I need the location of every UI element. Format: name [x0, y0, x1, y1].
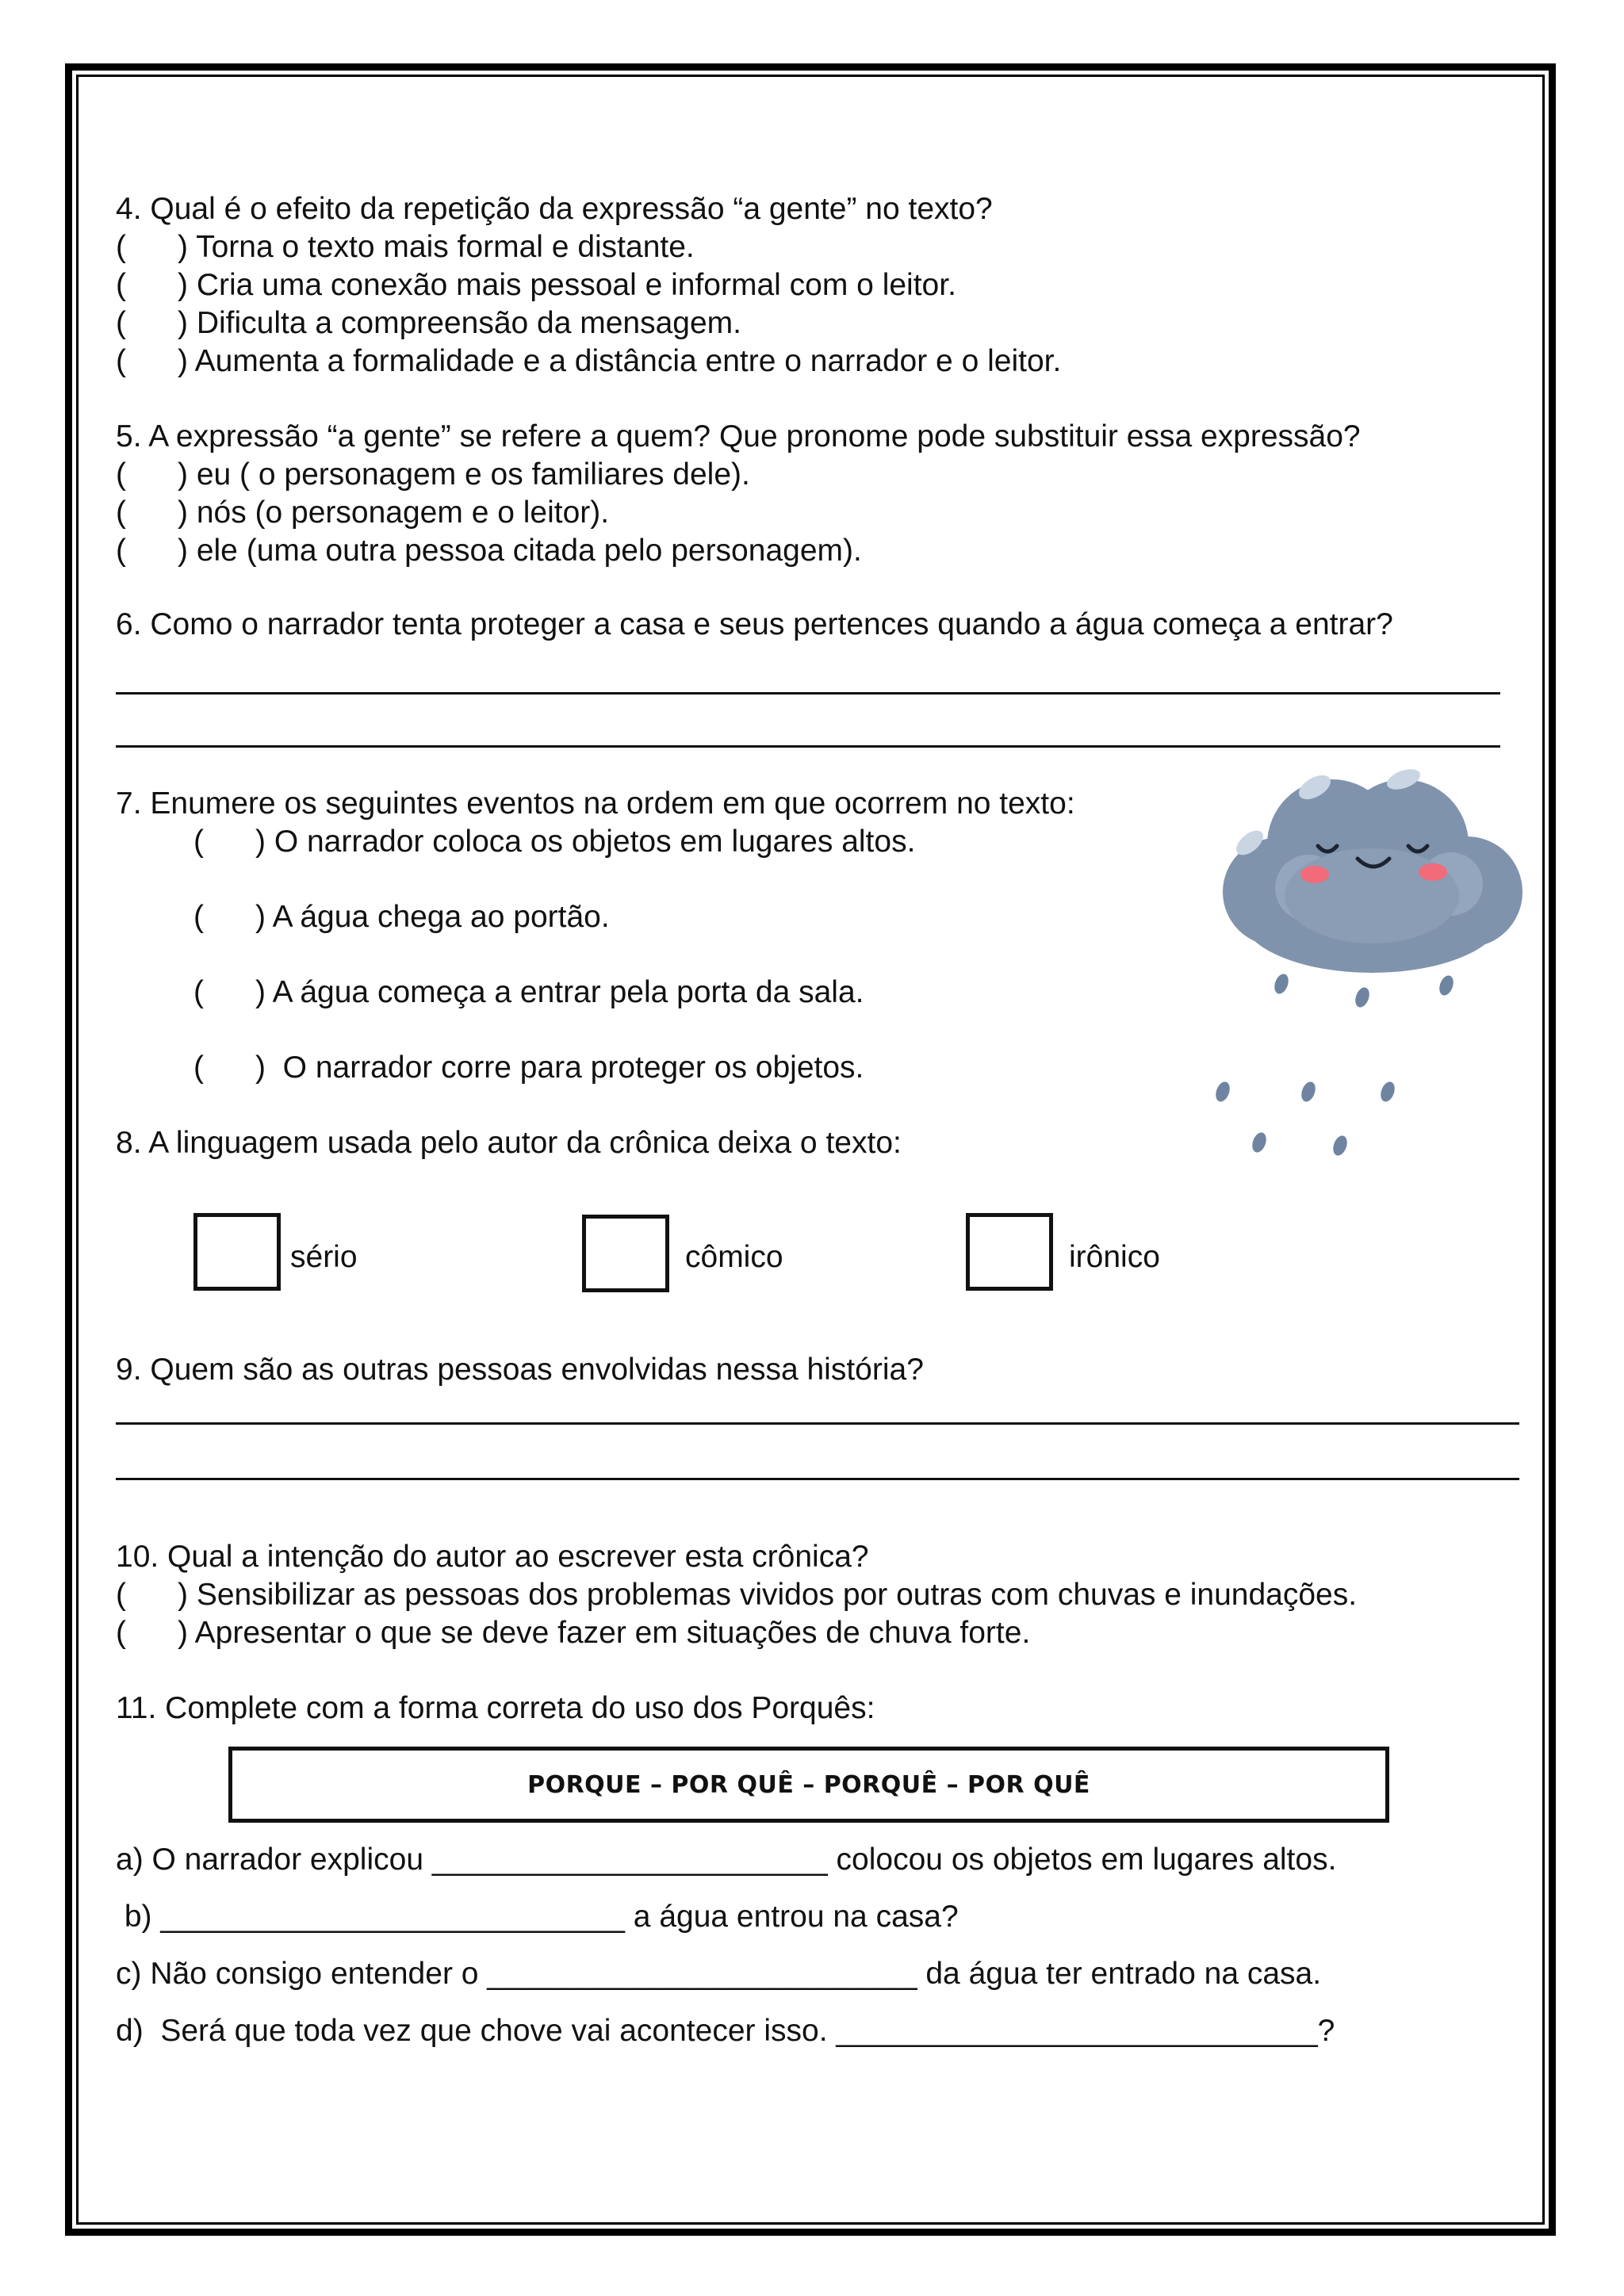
q6-answer-line-2[interactable]	[116, 745, 1500, 748]
q11-item-d[interactable]: d) Será que toda vez que chove vai acontecer isso. ____________________________?	[116, 2014, 1335, 2048]
smiling-rain-cloud-icon	[1213, 757, 1546, 1185]
q8-checkbox-comico[interactable]	[582, 1215, 669, 1292]
q11-question: 11. Complete com a forma correta do uso dos Porquês:	[116, 1691, 875, 1725]
q7-event-1[interactable]: ( ) O narrador coloca os objetos em lugares altos.	[193, 825, 916, 859]
q4-option-2[interactable]: ( ) Cria uma conexão mais pessoal e informal com o leitor.	[116, 268, 956, 302]
q8-label-comico: cômico	[685, 1240, 783, 1274]
q6-question: 6. Como o narrador tenta proteger a casa e seus pertences quando a água começa a entrar?	[116, 607, 1393, 641]
q4-option-3[interactable]: ( ) Dificulta a compreensão da mensagem.	[116, 306, 742, 340]
q5-option-1[interactable]: ( ) eu ( o personagem e os familiares dele).	[116, 457, 750, 492]
q11-word-bank-text: PORQUE – POR QUÊ – PORQUÊ – POR QUÊ	[527, 1770, 1090, 1799]
q7-event-3[interactable]: ( ) A água começa a entrar pela porta da sala.	[193, 975, 864, 1009]
q5-question: 5. A expressão “a gente” se refere a quem? Que pronome pode substituir essa expressão?	[116, 419, 1361, 453]
q6-answer-line-1[interactable]	[116, 692, 1500, 695]
q11-word-bank	[228, 1747, 1389, 1823]
q8-label-ironico: irônico	[1069, 1240, 1160, 1274]
q11-item-b[interactable]: b) ___________________________ a água entrou na casa?	[116, 1900, 959, 1934]
q11-item-a[interactable]: a) O narrador explicou _______________________ colocou os objetos em lugares altos.	[116, 1843, 1337, 1877]
q10-question: 10. Qual a intenção do autor ao escrever esta crônica?	[116, 1540, 869, 1574]
q10-option-1[interactable]: ( ) Sensibilizar as pessoas dos problemas vividos por outras com chuvas e inundações.	[116, 1578, 1358, 1612]
q4-question: 4. Qual é o efeito da repetição da expressão “a gente” no texto?	[116, 192, 993, 226]
q7-event-2[interactable]: ( ) A água chega ao portão.	[193, 900, 610, 934]
q4-option-1[interactable]: ( ) Torna o texto mais formal e distante.	[116, 230, 695, 264]
q8-question: 8. A linguagem usada pelo autor da crônica deixa o texto:	[116, 1126, 902, 1160]
left-cheek	[1300, 866, 1329, 883]
q7-question: 7. Enumere os seguintes eventos na ordem em que ocorrem no texto:	[116, 786, 1075, 821]
q8-label-serio: sério	[290, 1240, 358, 1274]
q10-option-2[interactable]: ( ) Apresentar o que se deve fazer em situações de chuva forte.	[116, 1616, 1031, 1650]
q5-option-2[interactable]: ( ) nós (o personagem e o leitor).	[116, 496, 610, 530]
q5-option-3[interactable]: ( ) ele (uma outra pessoa citada pelo personagem).	[116, 534, 862, 568]
q11-item-c[interactable]: c) Não consigo entender o _________________________ da água ter entrado na casa.	[116, 1957, 1322, 1991]
q7-event-4[interactable]: ( ) O narrador corre para proteger os objetos.	[193, 1050, 864, 1085]
q9-answer-line-1[interactable]	[116, 1422, 1519, 1425]
q8-checkbox-serio[interactable]	[193, 1213, 281, 1291]
raindrops	[1213, 972, 1456, 1158]
right-cheek	[1419, 863, 1447, 881]
q9-answer-line-2[interactable]	[116, 1478, 1519, 1480]
q8-checkbox-ironico[interactable]	[966, 1213, 1053, 1291]
cloud-body	[1223, 765, 1522, 973]
q4-option-4[interactable]: ( ) Aumenta a formalidade e a distância entre o narrador e o leitor.	[116, 344, 1062, 378]
q9-question: 9. Quem são as outras pessoas envolvidas nessa história?	[116, 1353, 924, 1387]
